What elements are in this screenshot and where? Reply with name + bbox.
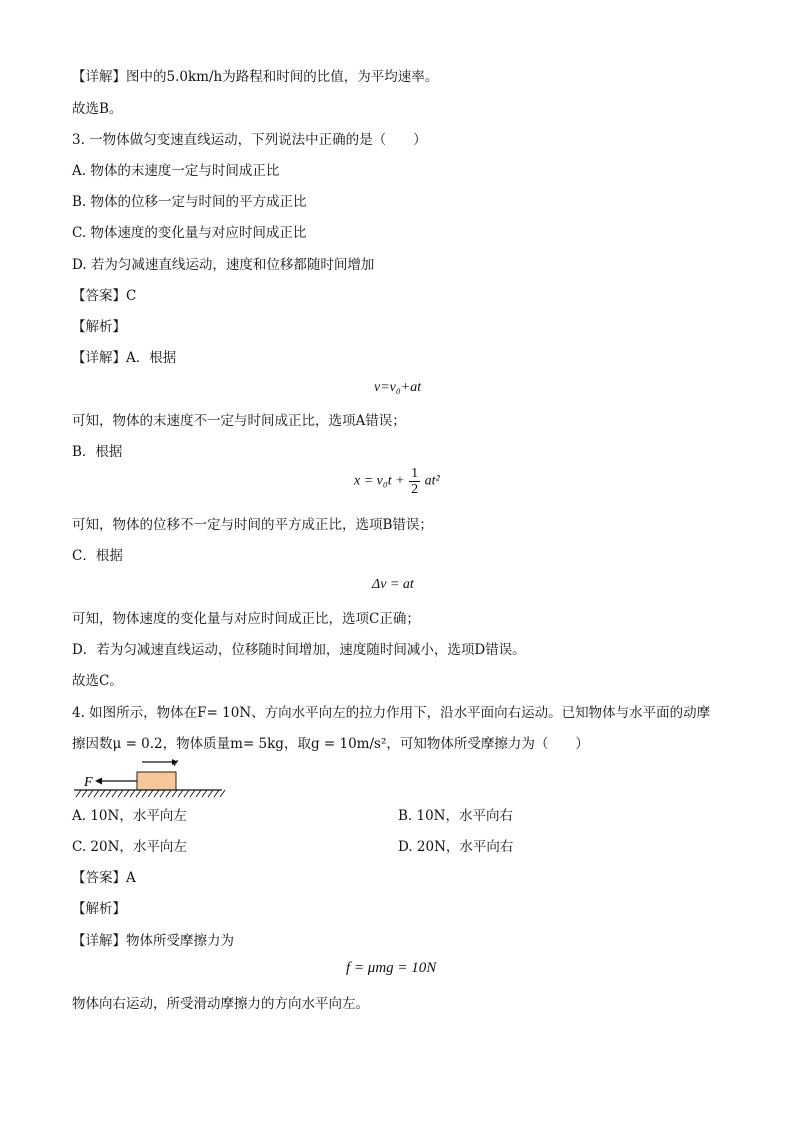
hatch-mark [220, 790, 225, 797]
q2-conclusion: 故选B。 [72, 101, 123, 117]
hatch-mark [196, 790, 201, 797]
q3-formula-a: v=v₀+at [374, 380, 422, 395]
q4-stem-line2: 擦因数μ = 0.2，物体质量m= 5kg，取g = 10m/s²，可知物体所受摩擦力为（ ） [72, 736, 589, 752]
hatch-mark [166, 790, 171, 797]
hatch-mark [124, 790, 129, 797]
hatch-mark [178, 790, 183, 797]
q3-formula-b-denominator: 2 [411, 482, 419, 497]
q4-stem-line1: 4. 如图所示，物体在F= 10N、方向水平向左的拉力作用下，沿水平面向右运动。已知物体与水平面的动摩 [72, 705, 711, 721]
hatch-mark [142, 790, 147, 797]
hatch-mark [160, 790, 165, 797]
hatch-mark [94, 790, 99, 797]
q3-option-c: C. 物体速度的变化量与对应时间成正比 [72, 225, 307, 241]
q3-text-a: 可知，物体的末速度不一定与时间成正比，选项A错误； [72, 413, 406, 429]
q3-formula-b-numerator: 1 [411, 466, 419, 481]
q4-answer: 【答案】A [72, 870, 136, 886]
q4-analysis: 【解析】 [72, 901, 126, 917]
hatch-mark [184, 790, 189, 797]
hatch-mark [100, 790, 105, 797]
q3-text-b: 可知，物体的位移不一定与时间的平方成正比，选项B错误； [72, 517, 433, 533]
q3-text-c: 可知，物体速度的变化量与对应时间成正比，选项C正确； [72, 611, 420, 627]
q3-option-b: B. 物体的位移一定与时间的平方成正比 [72, 194, 307, 210]
q4-option-c: C. 20N，水平向左 [72, 839, 187, 855]
hatch-mark [214, 790, 219, 797]
q3-detail-a: 【详解】A．根据 [72, 350, 177, 366]
hatch-mark [136, 790, 141, 797]
block [137, 772, 176, 790]
q3-formula-b-left: x = v₀t + [354, 473, 405, 489]
q4-text-end: 物体向右运动，所受滑动摩擦力的方向水平向左。 [72, 996, 369, 1012]
q3-option-a: A. 物体的末速度一定与时间成正比 [72, 163, 280, 179]
hatch-mark [106, 790, 111, 797]
q2-detail: 【详解】图中的5.0km/h为路程和时间的比值，为平均速率。 [72, 69, 439, 85]
hatch-mark [190, 790, 195, 797]
hatch-mark [76, 790, 81, 797]
hatch-mark [112, 790, 117, 797]
q3-c-label: C．根据 [72, 548, 123, 564]
q3-analysis: 【解析】 [72, 319, 126, 335]
q3-text-d: D．若为匀减速直线运动，位移随时间增加，速度随时间减小，选项D错误。 [72, 642, 526, 658]
hatch-mark [88, 790, 93, 797]
hatch-mark [172, 790, 177, 797]
q3-formula-b [354, 466, 440, 497]
q4-option-a: A. 10N，水平向左 [72, 808, 187, 824]
q3-stem: 3. 一物体做匀变速直线运动，下列说法中正确的是（ ） [72, 132, 427, 148]
velocity-label: v [172, 756, 178, 769]
ground-hatching [76, 790, 225, 797]
q3-formula-b-right: at² [424, 473, 440, 489]
q4-detail: 【详解】物体所受摩擦力为 [72, 933, 234, 949]
hatch-mark [130, 790, 135, 797]
q4-option-d: D. 20N，水平向右 [398, 839, 514, 855]
q3-option-d: D. 若为匀减速直线运动，速度和位移都随时间增加 [72, 257, 375, 273]
q4-formula: f = μmg = 10N [346, 960, 437, 976]
hatch-mark [208, 790, 213, 797]
q3-conclusion: 故选C。 [72, 673, 123, 689]
force-arrowhead [95, 778, 102, 785]
q3-b-label: B．根据 [72, 444, 123, 460]
q3-formula-b-fraction [409, 466, 420, 497]
hatch-mark [202, 790, 207, 797]
q3-answer: 【答案】C [72, 288, 137, 304]
hatch-mark [154, 790, 159, 797]
q3-formula-c: Δv = at [372, 577, 414, 592]
q4-option-b: B. 10N，水平向右 [398, 808, 513, 824]
hatch-mark [82, 790, 87, 797]
hatch-mark [148, 790, 153, 797]
hatch-mark [118, 790, 123, 797]
q4-figure [72, 756, 232, 802]
force-label: F [84, 775, 93, 790]
